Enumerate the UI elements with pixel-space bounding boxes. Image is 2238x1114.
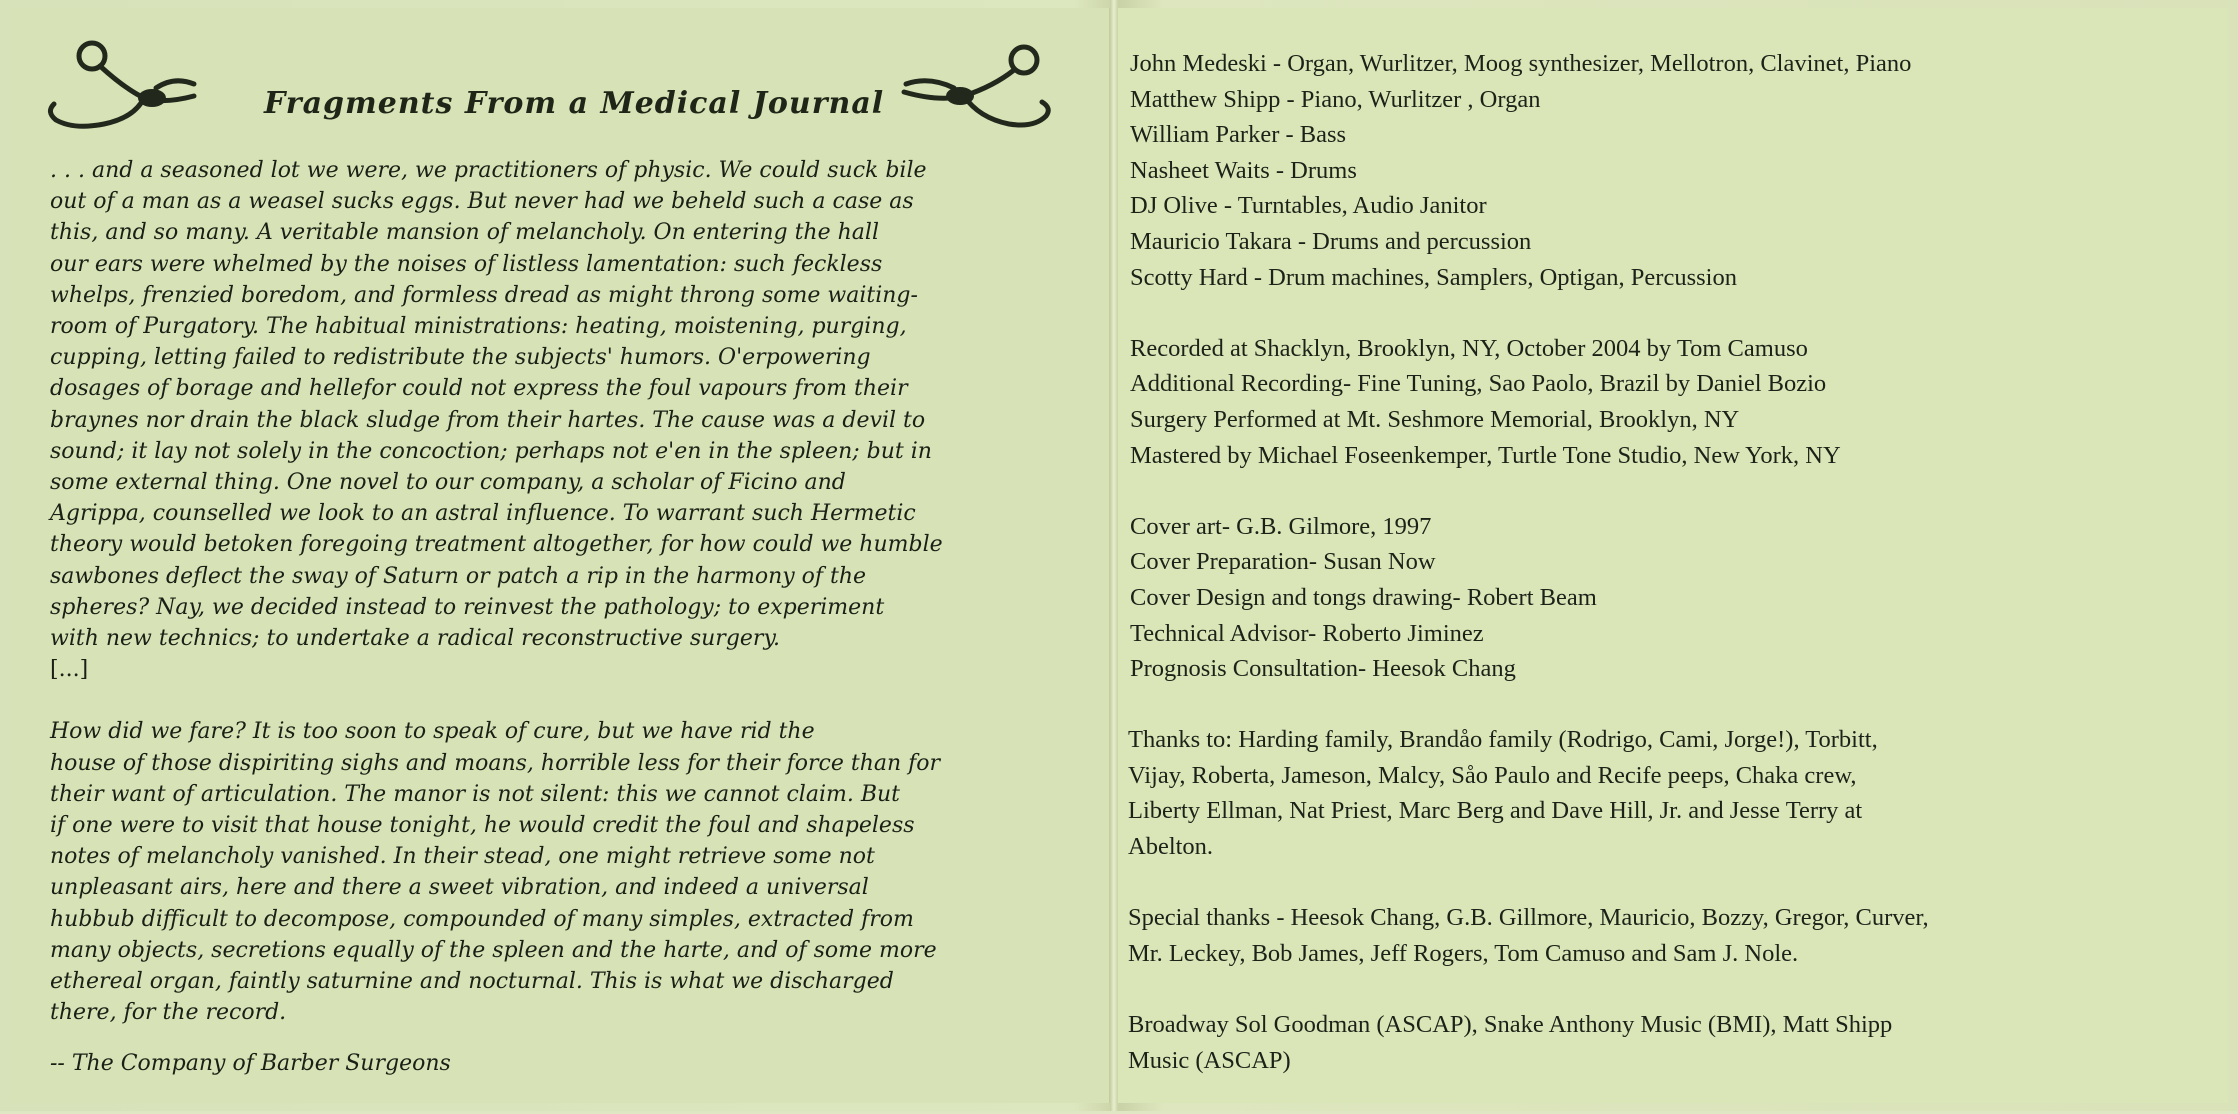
credits-page <box>1118 8 2228 1103</box>
thanks-paragraph: Thanks to: Harding family, Brandåo family (Rodrigo, Cami, Jorge!), Torbitt, Vijay, Roberta, Jameson, Malcy, Såo Paulo and Recife peeps, Chaka crew, Liberty Ellman, Nat Priest, Marc Berg and Dave Hill, Jr. and Jesse Terry at Abelton. <box>1128 726 1878 861</box>
credit-line: William Parker - Bass <box>1130 121 1347 149</box>
journal-header <box>44 38 1084 148</box>
journal-title: Fragments From a Medical Journal <box>264 86 885 121</box>
credit-line: Scotty Hard - Drum machines, Samplers, Optigan, Percussion <box>1130 263 1737 291</box>
tongs-icon <box>884 38 1054 148</box>
credit-line: Technical Advisor- Roberto Jiminez <box>1130 619 1484 647</box>
credit-line: John Medeski - Organ, Wurlitzer, Moog synthesizer, Mellotron, Clavinet, Piano <box>1130 50 1912 77</box>
credit-line: Mastered by Michael Foseenkemper, Turtle Tone Studio, New York, NY <box>1130 441 1841 469</box>
credit-line: Cover Preparation- Susan Now <box>1130 548 1436 576</box>
journal-signature: -- The Company of Barber Surgeons <box>50 1051 451 1076</box>
credit-line: Mauricio Takara - Drums and percussion <box>1130 227 1532 255</box>
journal-paragraph: How did we fare? It is too soon to speak of cure, but we have rid the house of those dispiriting sighs and moans, horrible less for their force than for their want of articulation. The manor is not silent: this we cannot claim. But if one were to visit that house tonight, he would credit the foul and shapeless notes of melancholy vanished. In their stead, one might retrieve some not unpleasant airs, here and there a sweet vibration, and indeed a universal hubbub difficult to decompose, compounded of many simples, extracted from many objects, secretions equally of the spleen and the harte, and of some more ethereal organ, faintly saturnine and nocturnal. This is what we discharged there, for the record. <box>50 719 941 1026</box>
credit-line: Cover Design and tongs drawing- Robert Beam <box>1130 583 1597 611</box>
special-thanks-paragraph: Special thanks - Heesok Chang, G.B. Gillmore, Mauricio, Bozzy, Gregor, Curver, Mr. Leckey, Bob James, Jeff Rogers, Tom Camuso and Sam J. Nole. <box>1128 904 1929 967</box>
recording-credits <box>1130 331 2218 473</box>
tongs-icon <box>44 38 214 148</box>
credit-line: Prognosis Consultation- Heesok Chang <box>1130 655 1516 683</box>
omission-mark: [...] <box>50 657 89 683</box>
credit-line: Additional Recording- Fine Tuning, Sao Paolo, Brazil by Daniel Bozio <box>1130 370 1827 398</box>
journal-text <box>50 155 1090 1028</box>
credit-line: Nasheet Waits - Drums <box>1130 156 1357 184</box>
journal-page <box>10 8 1110 1103</box>
art-credits <box>1130 509 2218 687</box>
journal-paragraph: . . . and a seasoned lot we were, we practitioners of physic. We could suck bile out of a man as a weasel sucks eggs. But never had we beheld such a case as this, and so many. A veritable mansion of melancholy. On entering the hall our ears were whelmed by the noises of listless lamentation: such feckless whelps, frenzied boredom, and formless dread as might throng some waiting- room of Purgatory. The habitual ministrations: heating, moistening, purging, cupping, letting failed to redistribute the subjects' humors. O'erpowering dosages of borage and hellefor could not express the foul vapours from their braynes nor drain the black sludge from their hartes. The cause was a devil to sound; it lay not solely in the concoction; perhaps not e'en in the spleen; but in some external thing. One novel to our company, a scholar of Ficino and Agrippa, counselled we look to an astral influence. To warrant such Hermetic theory would betoken foregoing treatment altogether, for how could we humble sawbones deflect the sway of Saturn or patch a rip in the harmony of the spheres? Nay, we decided instead to reinvest the pathology; to experiment with new technics; to undertake a radical reconstructive surgery. <box>50 158 943 652</box>
credit-line: Surgery Performed at Mt. Seshmore Memorial, Brooklyn, NY <box>1130 405 1740 433</box>
credit-line: DJ Olive - Turntables, Audio Janitor <box>1130 192 1487 220</box>
credit-line: Cover art- G.B. Gilmore, 1997 <box>1130 512 1432 540</box>
credits-text <box>1118 46 2218 1114</box>
credit-line: Matthew Shipp - Piano, Wurlitzer , Organ <box>1130 85 1541 113</box>
publishing-credits: Broadway Sol Goodman (ASCAP), Snake Anthony Music (BMI), Matt Shipp Music (ASCAP) <box>1128 1011 1893 1074</box>
musician-credits <box>1130 46 2218 295</box>
credit-line: Recorded at Shacklyn, Brooklyn, NY, October 2004 by Tom Camuso <box>1130 334 1808 362</box>
booklet-fold <box>1110 0 1118 1111</box>
